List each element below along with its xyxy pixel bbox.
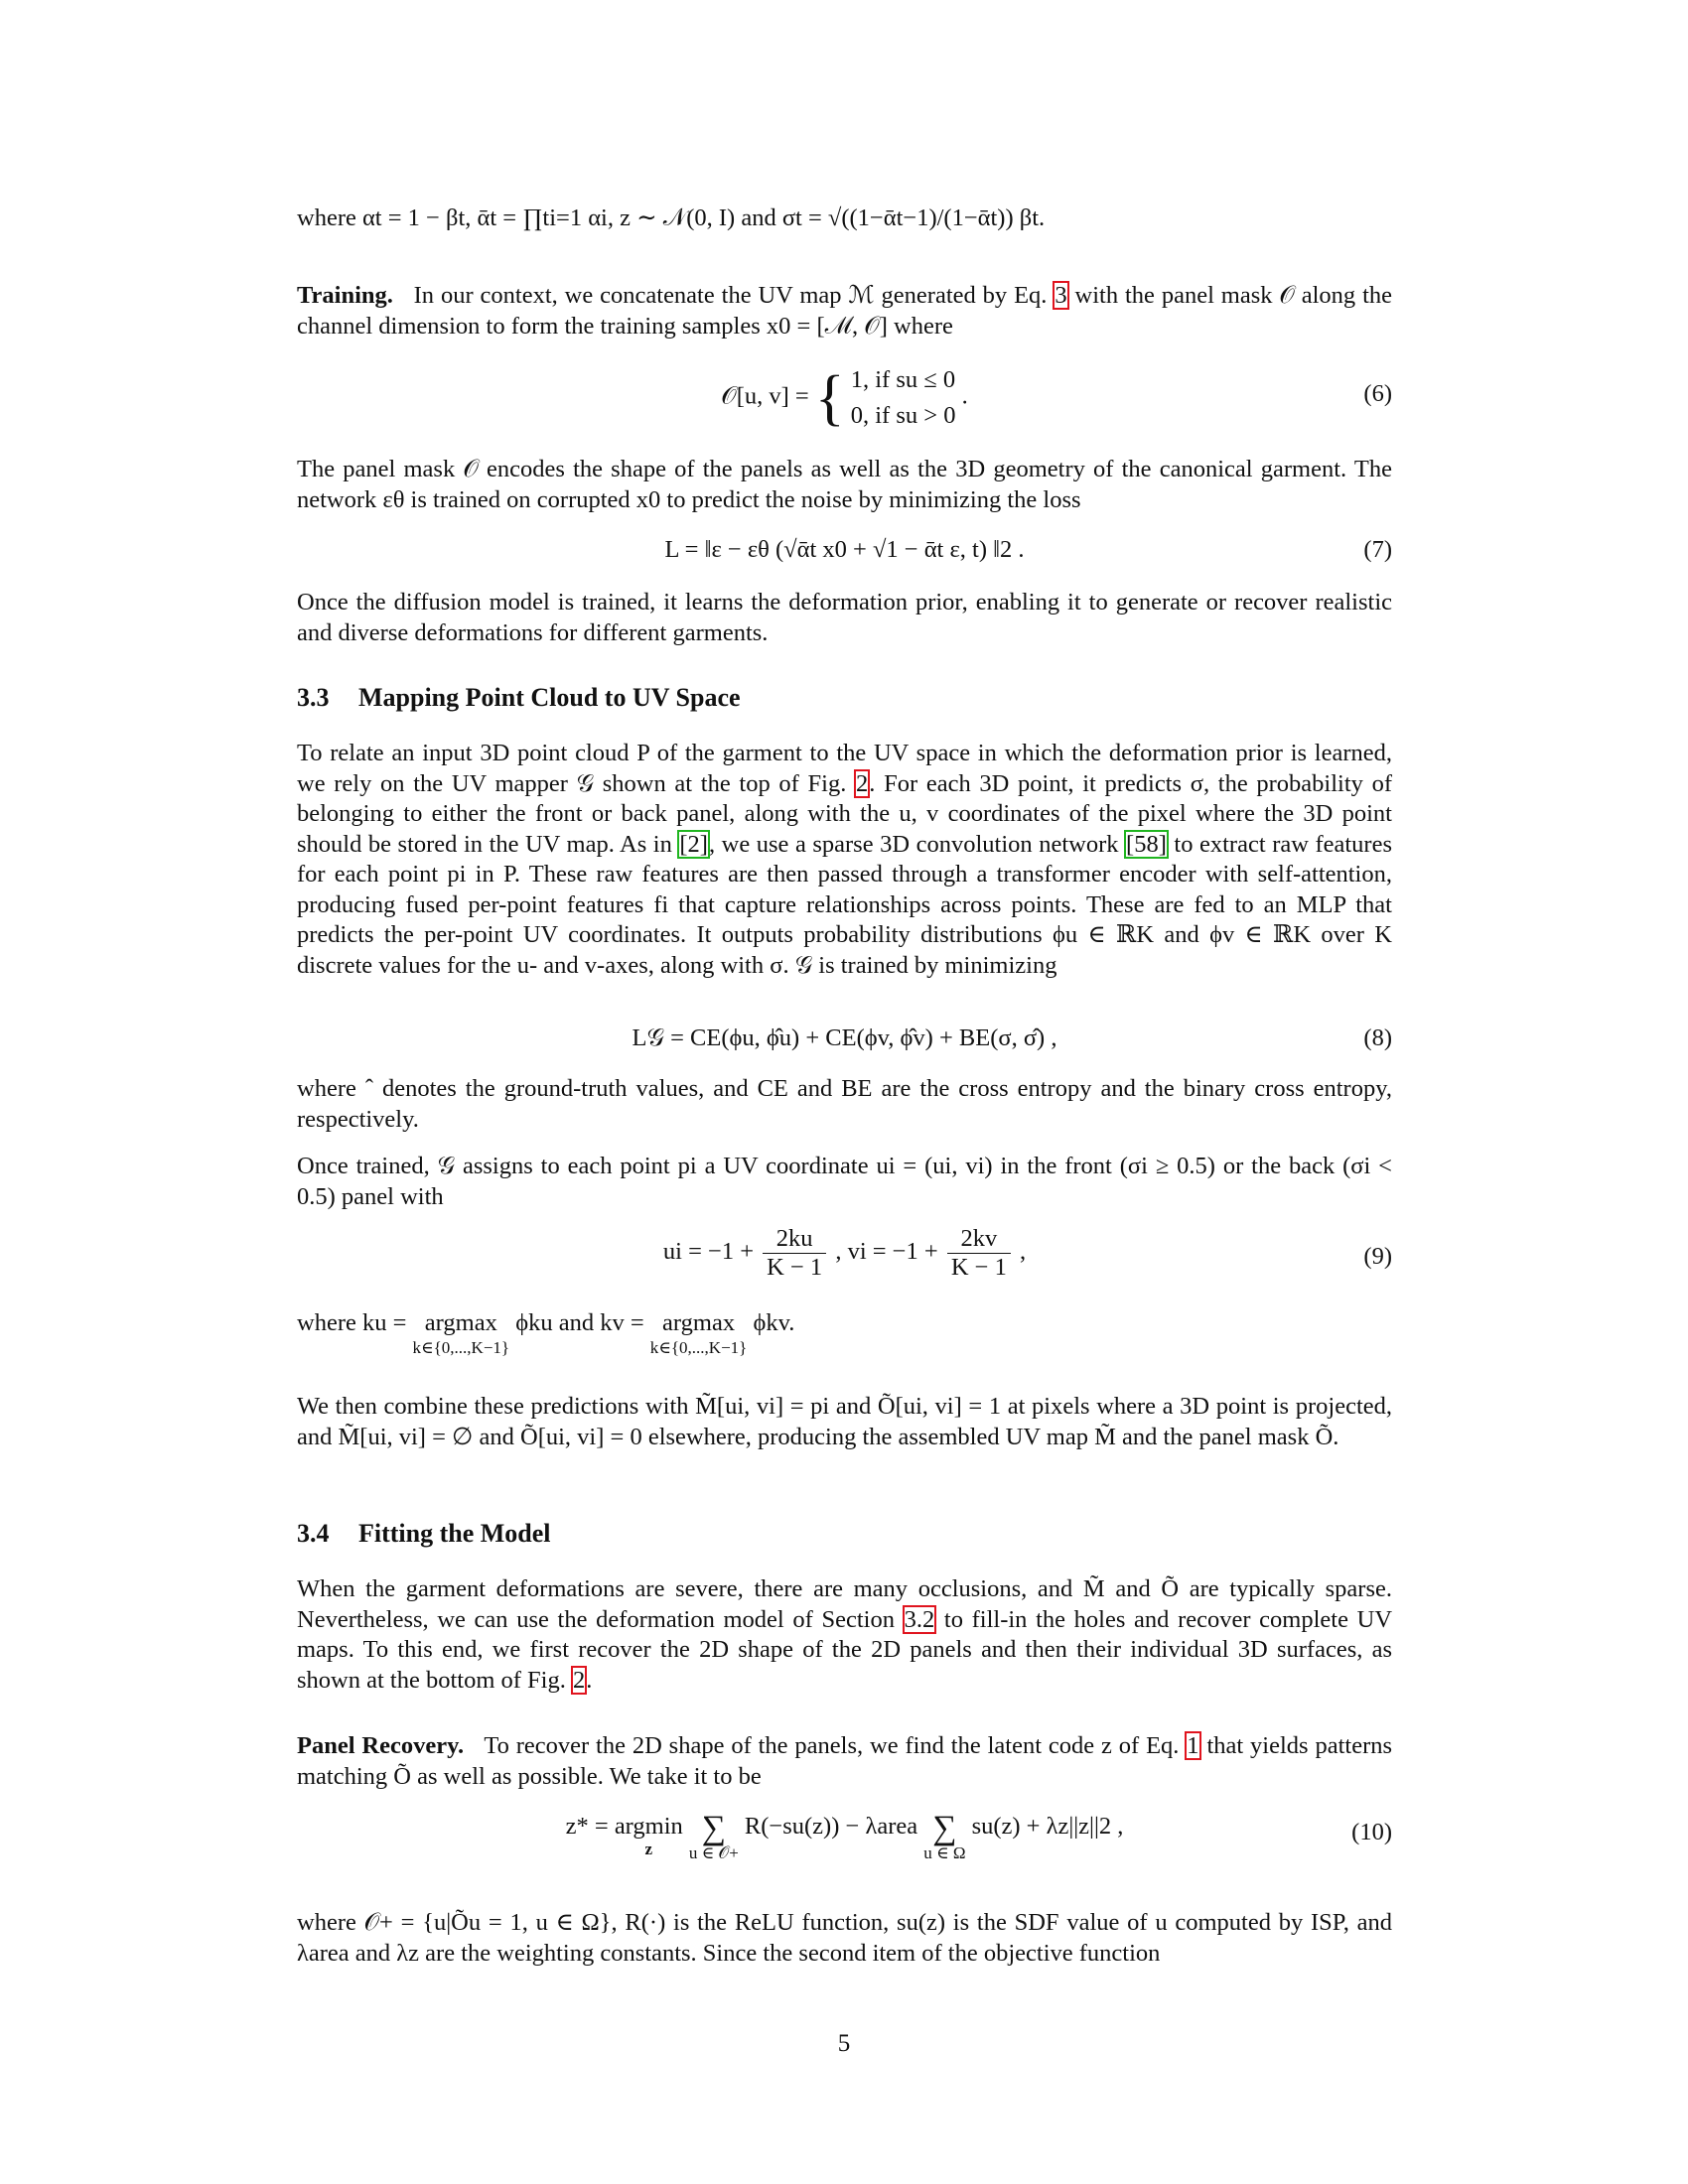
eq9-number: (9) [1363, 1243, 1392, 1270]
equation-7 [297, 536, 1392, 596]
hat-paragraph [297, 1074, 1392, 1135]
eq6-lhs: 𝒪[u, v] = [721, 382, 809, 410]
p33-text-d: to extract raw features for each point pi in P. These raw features are then passed through a transformer encoder with self-attention, producing fused per-point features fi that capture relationships across points. These are fed to an MLP that predicts the per-point UV coordinates. It outputs probability distributions ϕu ∈ ℝK and ϕv ∈ ℝK over K discrete values for the u- and v-axes, along with σ. 𝒢 is trained by minimizing [297, 830, 1392, 979]
argmax-op-1 [413, 1308, 510, 1357]
eq10-sum1-sub: u ∈ 𝒪+ [688, 1843, 739, 1862]
eq6-cases [851, 362, 956, 434]
training-heading: Training. [297, 282, 393, 309]
combine-text: We then combine these predictions with M̃[ui, vi] = pi and Õ[ui, vi] = 1 at pixels where a 3D point is projected, and M̃[ui, vi] = ∅ and Õ[ui, vi] = 0 elsewhere, producing the assembled UV map M̃ and the panel mask Õ. [297, 1393, 1392, 1450]
panel-text-a: To recover the 2D shape of the panels, we find the latent code z of Eq. [484, 1732, 1180, 1759]
eq7-body: L = ‖ε − εθ (√ᾱt x0 + √1 − ᾱt ε, t) ‖2 . [664, 536, 1025, 563]
eq10-lhs: z* = [565, 1813, 609, 1840]
training-paragraph [297, 281, 1392, 341]
section-3-3-paragraph [297, 739, 1392, 981]
p34-text-a: When the garment deformations are severe, there are many occlusions, and M̃ and Õ are typically sparse. Nevertheless, we can use the deformation model of Section [297, 1575, 1392, 1633]
eq9-tail: , [1019, 1238, 1027, 1266]
p33-text-c: , we use a sparse 3D convolution network [708, 830, 1119, 858]
intro-paragraph [297, 204, 1392, 234]
section-3-4-heading [297, 1519, 551, 1549]
section-3-3-number: 3.3 [297, 683, 330, 712]
fig2-link[interactable]: 2 [856, 769, 869, 797]
eq9-num-u: 2ku [763, 1225, 826, 1254]
eq6-case1: 1, if su ≤ 0 [850, 366, 956, 393]
eq1-link[interactable]: 1 [1187, 1732, 1199, 1759]
cite-58-link[interactable]: [58] [1126, 830, 1167, 858]
trained-paragraph [297, 1152, 1392, 1212]
eq10-number: (10) [1351, 1819, 1392, 1845]
eq9-num-v: 2kv [947, 1225, 1011, 1254]
section-3-4-title: Fitting the Model [358, 1519, 551, 1548]
eq10-argmin [615, 1813, 683, 1858]
eq9-vi: , vi = −1 + [835, 1238, 938, 1266]
eq10-argmin-sub: z [644, 1840, 653, 1858]
page-number: 5 [837, 2030, 851, 2057]
eq10-term-2: su(z) + λz||z||2 , [971, 1813, 1124, 1840]
equation-10 [297, 1810, 1392, 1882]
argmax-sub-1: k∈{0,...,K−1} [412, 1337, 510, 1357]
training-text-a: In our context, we concatenate the UV map ℳ generated by Eq. [413, 282, 1048, 309]
eq7-number: (7) [1363, 536, 1392, 563]
eq8-number: (8) [1363, 1024, 1392, 1051]
eq6-tail: . [961, 382, 968, 410]
p33-text-b: . For each 3D point, it predicts σ, the probability of belonging to either the front or back panel, along with the u, v coordinates of the pixel where the 3D point should be stored in the UV map. As in [297, 769, 1392, 858]
sum-icon: ∑ [701, 1810, 726, 1846]
argmax-label-2: argmax [662, 1309, 736, 1336]
eq3-link[interactable]: 3 [1055, 282, 1067, 309]
section-3-2-link[interactable]: 3.2 [904, 1605, 935, 1633]
panel-mask-text: The panel mask 𝒪 encodes the shape of the panels as well as the 3D geometry of the canonical garment. The network εθ is trained on corrupted x0 to predict the noise by minimizing the loss [297, 456, 1392, 513]
section-3-4-paragraph [297, 1574, 1392, 1696]
p34-text-c: . [586, 1666, 593, 1694]
p34-text-b: to fill-in the holes and recover complete UV maps. To this end, we first recover the 2D shape of the 2D panels and then their individual 3D surfaces, as shown at the bottom of Fig. [297, 1605, 1393, 1694]
section-3-3-title: Mapping Point Cloud to UV Space [358, 683, 741, 712]
hat-text: where ˆ denotes the ground-truth values, and CE and BE are the cross entropy and the binary cross entropy, respectively. [297, 1075, 1392, 1133]
p33-text-a: To relate an input 3D point cloud P of the garment to the UV space in which the deformation prior is learned, we rely on the UV mapper 𝒢 shown at the top of Fig. [297, 740, 1392, 797]
fig2-link-2[interactable]: 2 [572, 1666, 586, 1694]
argmax-line [297, 1308, 1392, 1364]
panel-text-b: that yields patterns matching Õ as well as possible. We take it to be [297, 1732, 1393, 1790]
argmax-text-a: where ku = [297, 1309, 407, 1336]
argmax-op-2 [650, 1308, 748, 1357]
argmax-text-b: ϕku and kv = [515, 1309, 644, 1336]
equation-9 [297, 1225, 1392, 1295]
last-text: where 𝒪+ = {u|Õu = 1, u ∈ Ω}, R(·) is the ReLU function, su(z) is the SDF value of u computed by ISP, and λarea and λz are the weighting constants. Since the second item of the objective function [297, 1909, 1392, 1967]
eq9-frac-u [763, 1225, 826, 1282]
sum-icon-2: ∑ [932, 1810, 957, 1846]
argmax-text-c: ϕkv. [753, 1309, 795, 1336]
trained-text: Once trained, 𝒢 assigns to each point pi a UV coordinate ui = (ui, vi) in the front (σi ≥ 0.5) or the back (σi < 0.5) panel with [297, 1153, 1392, 1210]
panel-recovery-paragraph [297, 1731, 1392, 1792]
panel-recovery-heading: Panel Recovery. [297, 1732, 465, 1759]
diffusion-paragraph [297, 588, 1392, 648]
argmax-sub-2: k∈{0,...,K−1} [649, 1337, 748, 1357]
eq10-argmin-label: argmin [614, 1813, 683, 1840]
section-3-3-heading [297, 683, 741, 713]
equation-6 [297, 362, 1392, 442]
eq6-brace: { [814, 364, 845, 432]
eq9-den-v: K − 1 [950, 1254, 1007, 1281]
eq9-den-u: K − 1 [767, 1254, 823, 1281]
combine-paragraph [297, 1392, 1392, 1452]
eq9-frac-v [947, 1225, 1011, 1282]
eq10-sum-2 [923, 1810, 966, 1862]
cite-2-link[interactable]: [2] [679, 830, 708, 858]
intro-text: where αt = 1 − βt, ᾱt = ∏ti=1 αi, z ∼ 𝒩(0, I) and σt = √((1−ᾱt−1)/(1−ᾱt)) βt. [297, 205, 1046, 231]
last-paragraph [297, 1908, 1392, 1969]
eq8-body: L𝒢 = CE(ϕu, ϕ̂u) + CE(ϕv, ϕ̂v) + BE(σ, σ̂) , [632, 1024, 1057, 1051]
eq10-sum-1 [688, 1810, 739, 1862]
panel-mask-paragraph [297, 455, 1392, 515]
argmax-label-1: argmax [424, 1309, 497, 1336]
eq6-number: (6) [1363, 380, 1392, 407]
training-text-b: with the panel mask 𝒪 along the channel dimension to form the training samples x0 = [ℳ, 𝒪] where [297, 282, 1393, 340]
eq6-case2: 0, if su > 0 [850, 402, 956, 429]
eq10-term-1: R(−su(z)) − λarea [744, 1813, 918, 1840]
eq9-ui: ui = −1 + [662, 1238, 755, 1266]
section-3-4-number: 3.4 [297, 1519, 330, 1548]
diffusion-text: Once the diffusion model is trained, it learns the deformation prior, enabling it to generate or recover realistic and diverse deformations for different garments. [297, 589, 1392, 646]
eq10-sum2-sub: u ∈ Ω [923, 1843, 966, 1862]
